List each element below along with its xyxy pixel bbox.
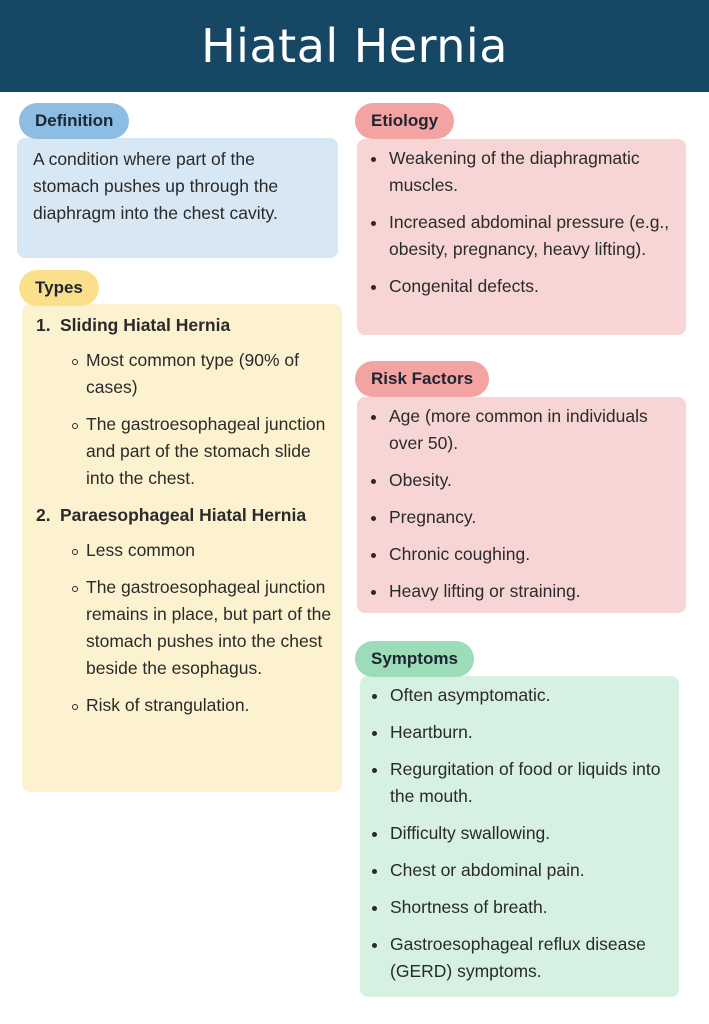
list-item: Gastroesophageal reflux disease (GERD) symptoms. [368, 931, 669, 985]
risk-factors-box [357, 397, 686, 613]
type-points [36, 347, 342, 492]
list-item: Age (more common in individuals over 50). [367, 403, 676, 457]
title-banner [0, 0, 709, 92]
type-number: 2. [36, 505, 51, 525]
list-item: Difficulty swallowing. [368, 820, 669, 847]
list-item: Heartburn. [368, 719, 669, 746]
symptoms-list [368, 682, 669, 985]
type-item [36, 312, 342, 492]
type-point: Most common type (90% of cases) [72, 347, 342, 401]
list-item: Shortness of breath. [368, 894, 669, 921]
list-item: Chronic coughing. [367, 541, 676, 568]
type-point: The gastroesophageal junction and part of the stomach slide into the chest. [72, 411, 342, 492]
type-name: Paraesophageal Hiatal Hernia [60, 505, 307, 525]
page-title: Hiatal Hernia [201, 19, 508, 73]
type-point: Less common [72, 537, 342, 564]
list-item: Weakening of the diaphragmatic muscles. [367, 145, 676, 199]
etiology-box [357, 139, 686, 335]
list-item: Often asymptomatic. [368, 682, 669, 709]
type-points [36, 537, 342, 719]
risk-factors-list [367, 403, 676, 605]
symptoms-label: Symptoms [355, 641, 474, 677]
list-item: Heavy lifting or straining. [367, 578, 676, 605]
etiology-list [367, 145, 676, 300]
type-name: Sliding Hiatal Hernia [60, 315, 231, 335]
definition-label: Definition [19, 103, 129, 139]
list-item: Increased abdominal pressure (e.g., obesity, pregnancy, heavy lifting). [367, 209, 676, 263]
list-item: Obesity. [367, 467, 676, 494]
type-heading [36, 502, 342, 529]
definition-box [17, 138, 338, 258]
list-item: Congenital defects. [367, 273, 676, 300]
types-box [22, 304, 342, 792]
type-number: 1. [36, 315, 51, 335]
list-item: Chest or abdominal pain. [368, 857, 669, 884]
definition-text: A condition where part of the stomach pushes up through the diaphragm into the chest cavity. [33, 149, 279, 223]
list-item: Pregnancy. [367, 504, 676, 531]
risk-factors-label: Risk Factors [355, 361, 489, 397]
type-item [36, 502, 342, 719]
list-item: Regurgitation of food or liquids into the mouth. [368, 756, 669, 810]
symptoms-box [360, 676, 679, 997]
type-point: Risk of strangulation. [72, 692, 342, 719]
type-heading [36, 312, 342, 339]
etiology-label: Etiology [355, 103, 454, 139]
type-point: The gastroesophageal junction remains in place, but part of the stomach pushes into the chest beside the esophagus. [72, 574, 342, 682]
types-label: Types [19, 270, 99, 306]
